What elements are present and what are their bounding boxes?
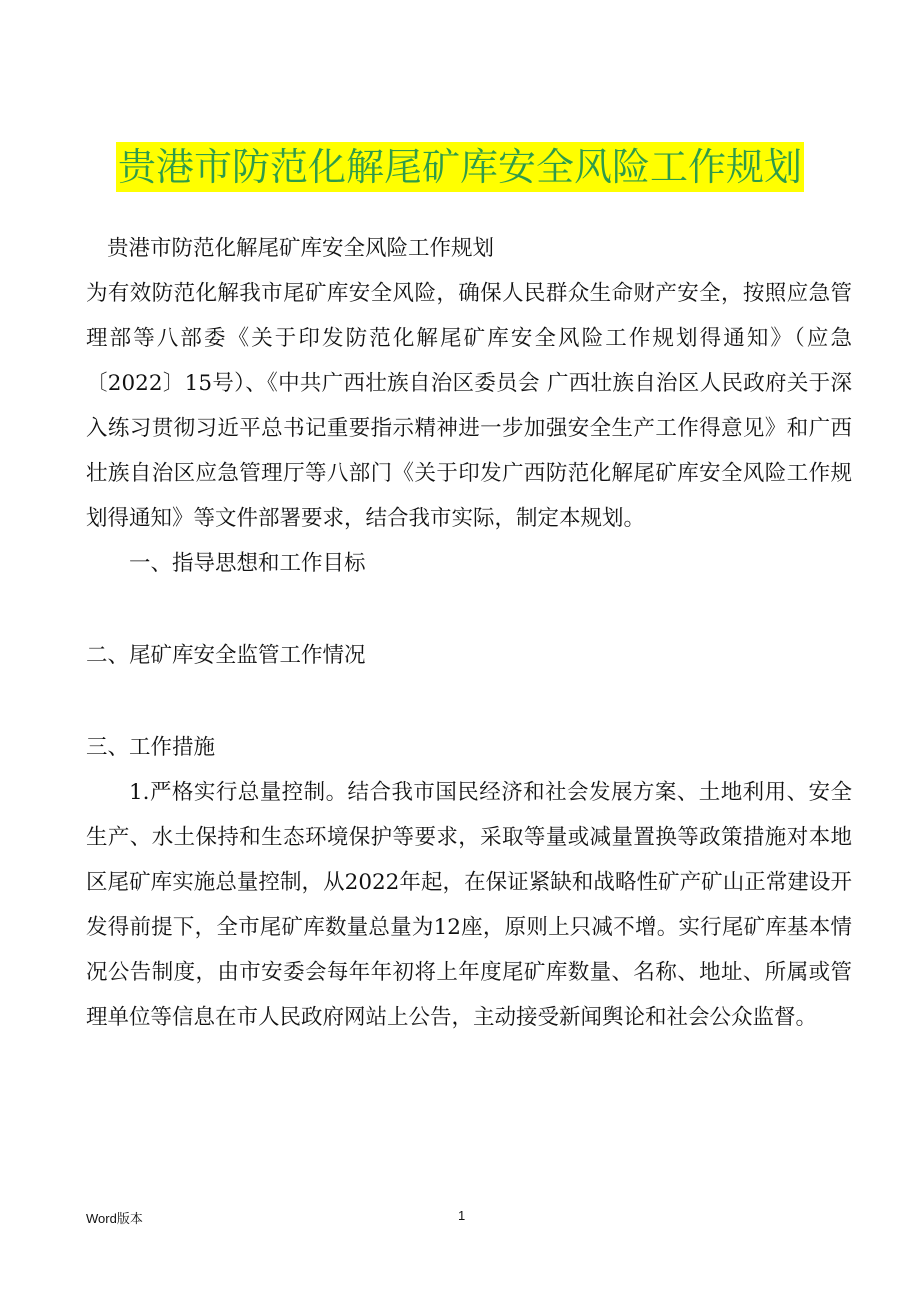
measure-paragraph-1: 1.严格实行总量控制。结合我市国民经济和社会发展方案、土地利用、安全生产、水土保持和生态环境保护等要求，采取等量或减量置换等政策措施对本地区尾矿库实施总量控制，从2022年起，在保证紧缺和战略性矿产矿山正常建设开发得前提下，全市尾矿库数量总量为12座，原则上只减不增。实行尾矿库基本情况公告制度，由市安委会每年年初将上年度尾矿库数量、名称、地址、所属或管理单位等信息在市人民政府网站上公告，主动接受新闻舆论和社会公众监督。 (86, 780, 852, 1030)
section-heading-2: 二、尾矿库安全监管工作情况 (86, 643, 366, 668)
document-subtitle: 贵港市防范化解尾矿库安全风险工作规划 (107, 236, 495, 261)
title-wrapper (0, 142, 920, 192)
footer-label: Word版本 (86, 1211, 143, 1226)
intro-paragraph: 为有效防范化解我市尾矿库安全风险，确保人民群众生命财产安全，按照应急管理部等八部委《关于印发防范化解尾矿库安全风险工作规划得通知》（应急〔2022〕15号）、《中共广西壮族自治区委员会 广西壮族自治区人民政府关于深入练习贯彻习近平总书记重要指示精神进一步加强安全生产工作得意见》和广西壮族自治区应急管理厅等八部门《关于印发广西防范化解尾矿库安全风险工作规划得通知》等文件部署要求，结合我市实际，制定本规划。 (86, 281, 852, 531)
spacer (86, 586, 852, 633)
spacer (86, 678, 852, 725)
document-body (86, 226, 852, 1040)
section-heading-1: 一、指导思想和工作目标 (129, 551, 366, 576)
page-number: 1 (458, 1208, 466, 1223)
document-title: 贵港市防范化解尾矿库安全风险工作规划 (116, 142, 804, 192)
section-heading-3: 三、工作措施 (86, 735, 216, 760)
